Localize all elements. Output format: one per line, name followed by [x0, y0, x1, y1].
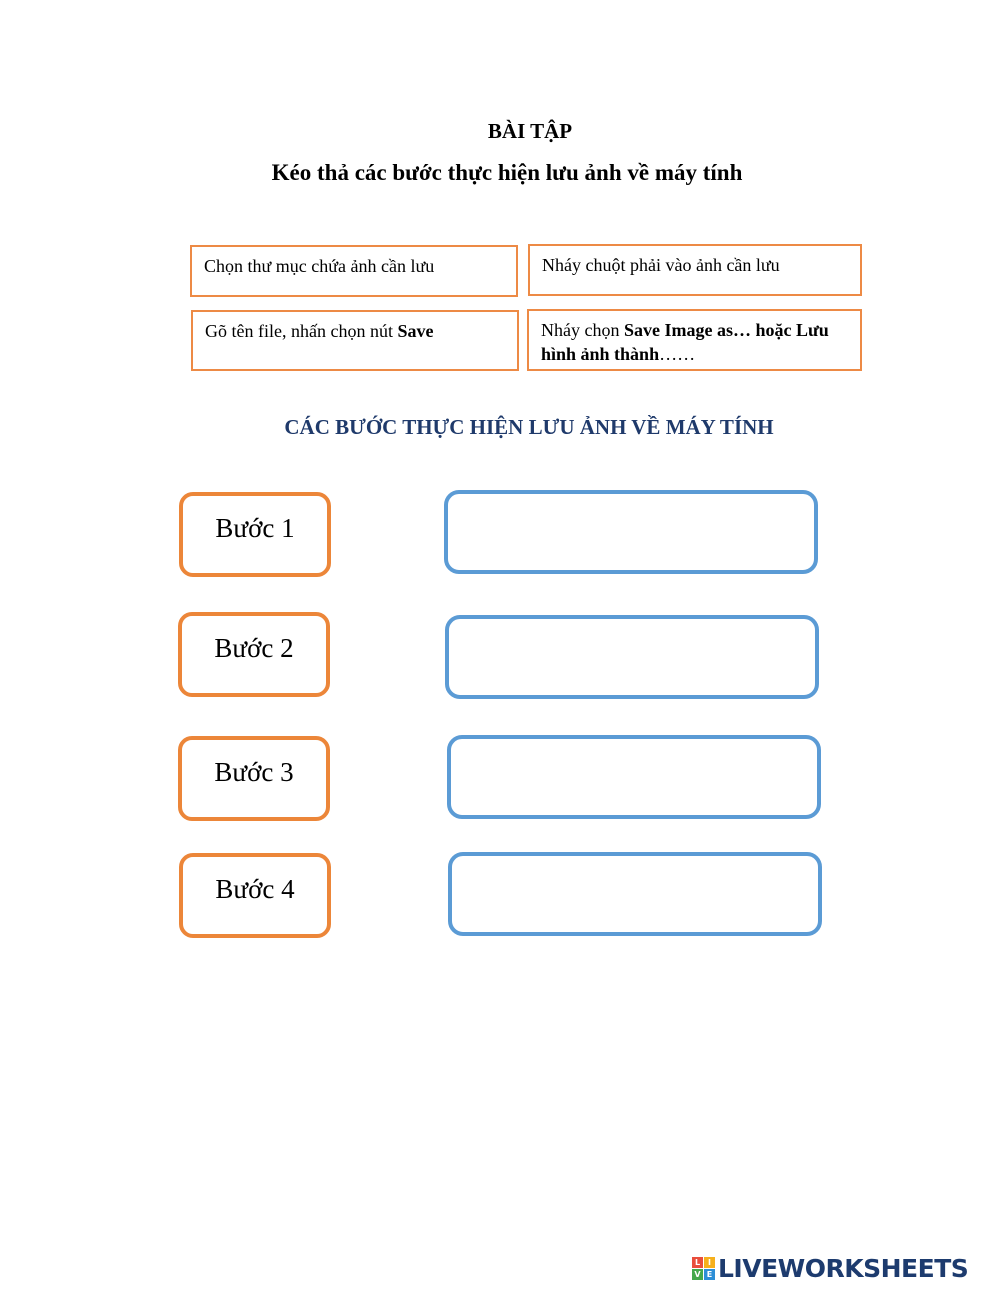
logo-letter: L	[692, 1257, 703, 1268]
step-label-text: Bước 4	[215, 874, 295, 904]
section-title: CÁC BƯỚC THỰC HIỆN LƯU ẢNH VỀ MÁY TÍNH	[284, 415, 774, 439]
card-text-bold: Save	[397, 321, 434, 341]
step-label-text: Bước 1	[215, 513, 295, 543]
drop-zone-step-2[interactable]	[445, 615, 819, 699]
card-text: Gõ tên file, nhấn chọn nút	[205, 321, 398, 341]
draggable-card-save-image-as[interactable]	[527, 309, 862, 371]
drop-zone-step-4[interactable]	[448, 852, 822, 936]
step-label-2	[178, 612, 330, 697]
card-text-bold: Save Image as… hoặc Lưu hình ảnh thành	[541, 320, 829, 364]
logo-letter: V	[692, 1269, 703, 1280]
drop-zone-step-3[interactable]	[447, 735, 821, 819]
step-label-text: Bước 2	[214, 633, 294, 663]
card-text: Nháy chọn	[541, 320, 624, 340]
logo-text: LIVEWORKSHEETS	[718, 1254, 969, 1283]
page-title: BÀI TẬP	[487, 119, 573, 143]
step-label-1	[179, 492, 331, 577]
logo-letter: I	[704, 1257, 715, 1268]
liveworksheets-logo-icon	[692, 1257, 715, 1280]
card-text-tail: ……	[659, 344, 696, 364]
draggable-card-right-click[interactable]	[528, 244, 862, 296]
card-text: Nháy chuột phải vào ảnh cần lưu	[542, 255, 780, 275]
page-subtitle: Kéo thả các bước thực hiện lưu ảnh về máy tính	[271, 160, 743, 185]
liveworksheets-logo	[692, 1254, 968, 1283]
card-text: Chọn thư mục chứa ảnh cần lưu	[204, 256, 435, 276]
draggable-card-type-filename[interactable]	[191, 310, 519, 371]
step-label-3	[178, 736, 330, 821]
step-label-text: Bước 3	[214, 757, 294, 787]
drop-zone-step-1[interactable]	[444, 490, 818, 574]
logo-letter: E	[704, 1269, 715, 1280]
step-label-4	[179, 853, 331, 938]
draggable-card-choose-folder[interactable]	[190, 245, 518, 297]
